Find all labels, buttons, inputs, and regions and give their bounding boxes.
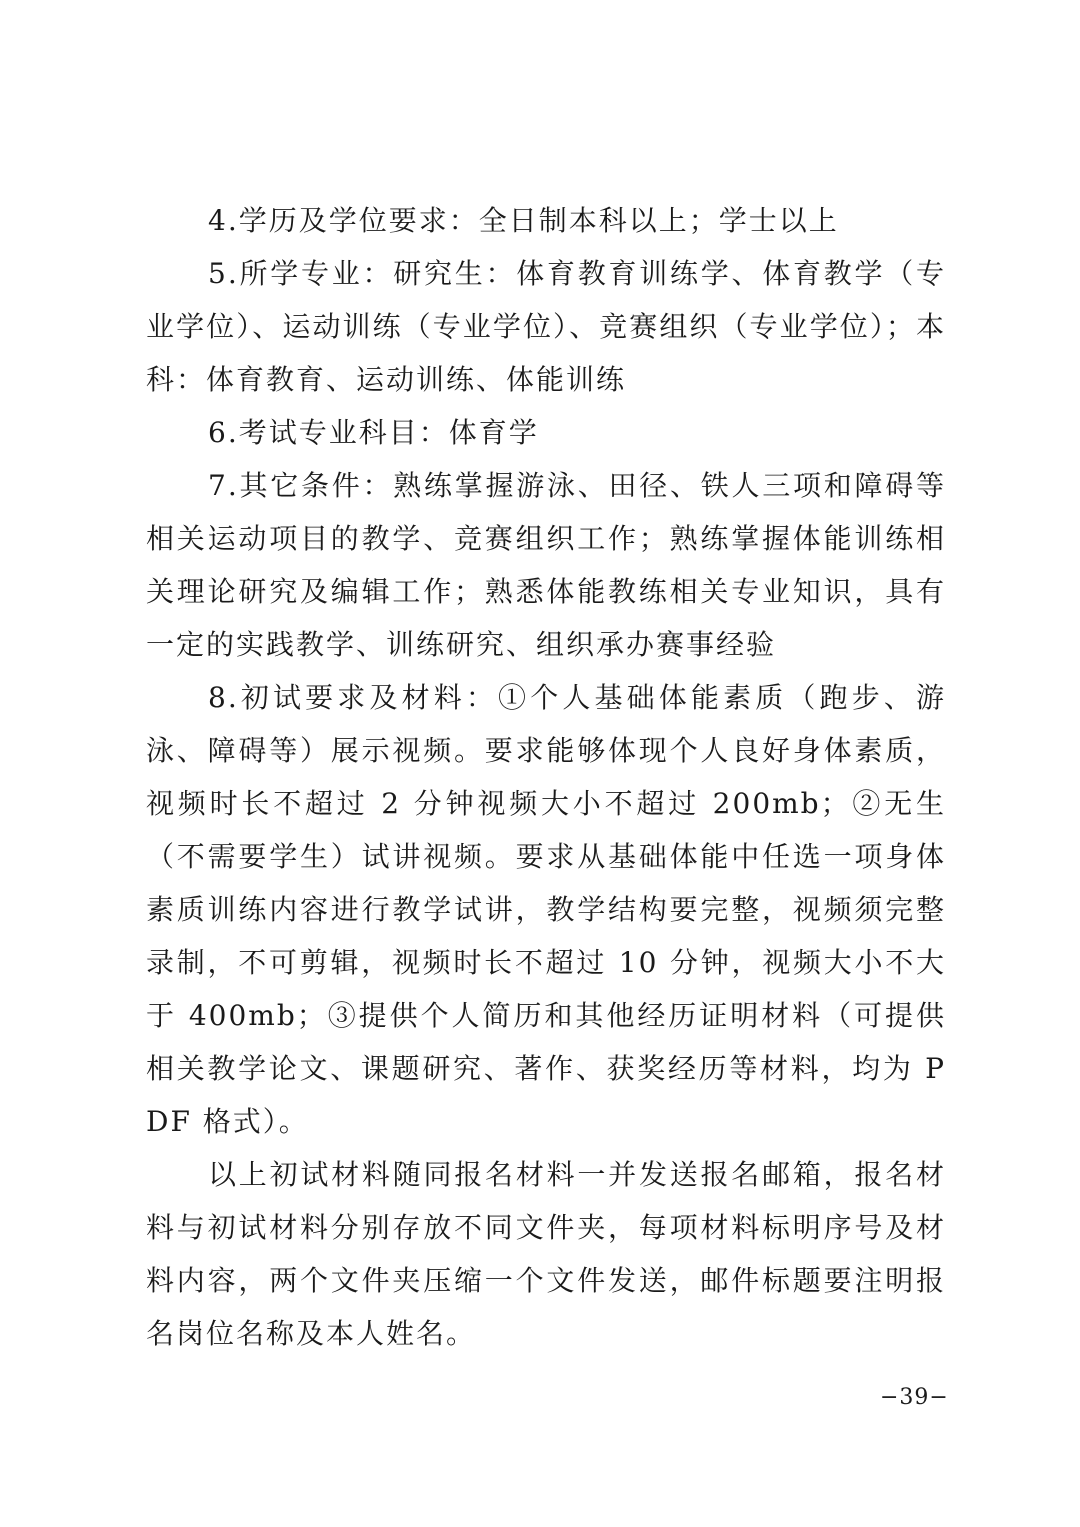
paragraph-exam-subject: 6.考试专业科目：体育学 — [208, 416, 539, 449]
paragraph-major: 5.所学专业：研究生：体育教育训练学、体育教学（专业学位）、运动训练（专业学位）、竞赛组织（专业学位）；本科：体育教育、运动训练、体能训练 — [146, 257, 946, 396]
paragraph-preliminary-materials: 8.初试要求及材料：①个人基础体能素质（跑步、游泳、障碍等）展示视频。要求能够体现个人良好身体素质，视频时长不超过 2 分钟视频大小不超过 200mb；②无生（不需要学生）试讲视频。要求从基础体能中任选一项身体素质训练内容进行教学试讲，教学结构要完整，视频须完整录制，不可剪辑，视频时长不超过 10 分钟，视频大小不大于 400mb；③提供个人简历和其他经历证明材料（可提供相关教学论文、课题研究、著作、获奖经历等材料，均为 PDF 格式）。 — [146, 681, 946, 1138]
paragraph-degree-requirement: 4.学历及学位要求：全日制本科以上；学士以上 — [208, 204, 839, 237]
page-number: −39− — [880, 1385, 949, 1410]
document-body — [146, 194, 946, 1360]
paragraph-other-conditions: 7.其它条件：熟练掌握游泳、田径、铁人三项和障碍等相关运动项目的教学、竞赛组织工作；熟练掌握体能训练相关理论研究及编辑工作；熟悉体能教练相关专业知识，具有一定的实践教学、训练研究、组织承办赛事经验 — [146, 469, 946, 661]
paragraph-submission-instructions: 以上初试材料随同报名材料一并发送报名邮箱，报名材料与初试材料分别存放不同文件夹，每项材料标明序号及材料内容，两个文件夹压缩一个文件发送，邮件标题要注明报名岗位名称及本人姓名。 — [146, 1158, 946, 1350]
